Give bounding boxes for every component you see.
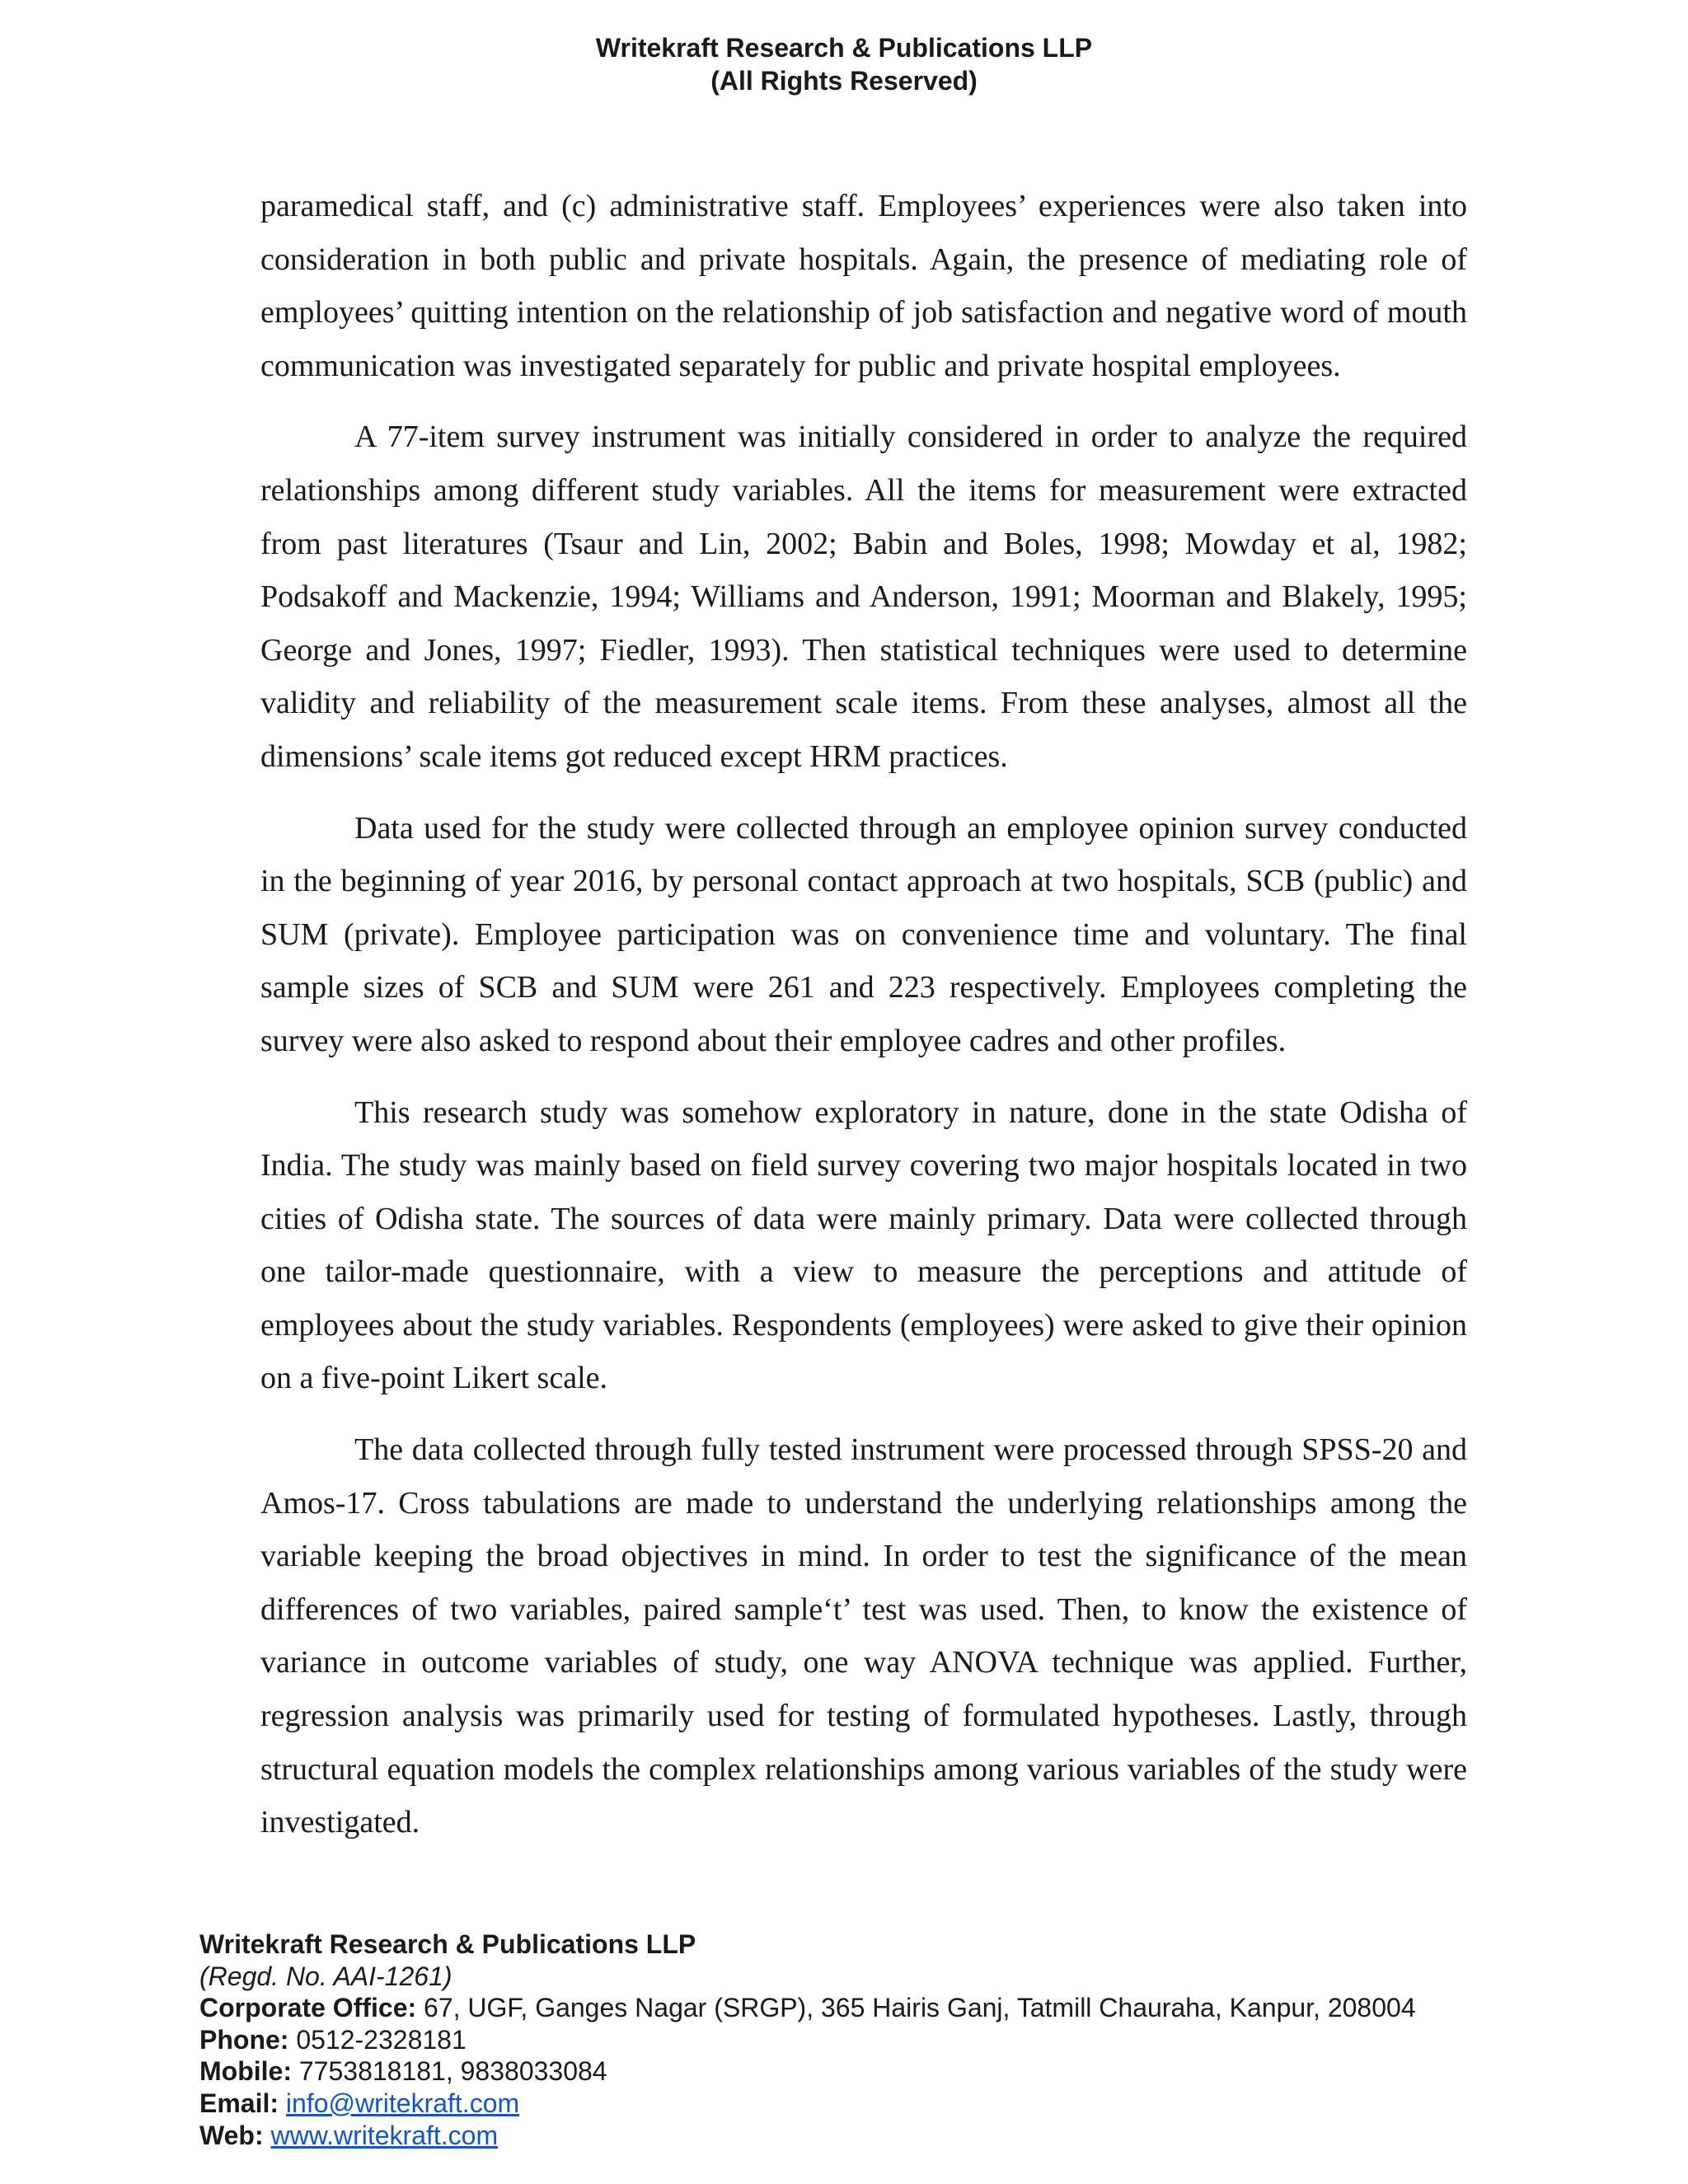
web-label: Web: <box>199 2120 264 2150</box>
footer-corporate-office <box>199 1992 1667 2024</box>
body-paragraph: A 77-item survey instrument was initially considered in order to analyze the required relationships among different study variables. All the items for measurement were extracted from past literatures (Tsaur and Lin, 2002; Babin and Boles, 1998; Mowday et al, 1982; Podsakoff and Mackenzie, 1994; Williams and Anderson, 1991; Moorman and Blakely, 1995; George and Jones, 1997; Fiedler, 1993). Then statistical techniques were used to determine validity and reliability of the measurement scale items. From these analyses, almost all the dimensions’ scale items got reduced except HRM practices. <box>260 419 1467 774</box>
footer-email <box>199 2088 1667 2120</box>
footer-phone <box>199 2024 1667 2056</box>
website-link[interactable]: www.writekraft.com <box>270 2120 499 2150</box>
corporate-office-address: 67, UGF, Ganges Nagar (SRGP), 365 Hairis Ganj, Tatmill Chauraha, Kanpur, 208004 <box>416 1993 1416 2023</box>
corporate-office-label: Corporate Office: <box>199 1993 417 2023</box>
phone-label: Phone: <box>199 2024 289 2055</box>
header-rights-notice: (All Rights Reserved) <box>710 66 978 96</box>
page-header <box>0 31 1688 97</box>
footer-company-name: Writekraft Research & Publications LLP <box>199 1929 696 1959</box>
email-link[interactable]: info@writekraft.com <box>285 2088 520 2118</box>
body-paragraph: The data collected through fully tested instrument were processed through SPSS-20 and Amos-17. Cross tabulations are made to understand the underlying relationships among the variable keeping the broad objectives in mind. In order to test the significance of the mean differences of two variables, paired sample‘t’ test was used. Then, to know the existence of variance in outcome variables of study, one way ANOVA technique was applied. Further, regression analysis was primarily used for testing of formulated hypotheses. Lastly, through structural equation models the complex relationships among various variables of the study were investigated. <box>260 1432 1467 1840</box>
footer-mobile <box>199 2055 1667 2088</box>
mobile-numbers: 7753818181, 9838033084 <box>291 2056 607 2087</box>
footer-web <box>199 2120 1667 2152</box>
email-label: Email: <box>199 2088 279 2118</box>
footer-registration-number: (Regd. No. AAI-1261) <box>199 1961 452 1991</box>
body-paragraph: This research study was somehow exploratory in nature, done in the state Odisha of India. The study was mainly based on field survey covering two major hospitals located in two cities of Odisha state. The sources of data were mainly primary. Data were collected through one tailor-made questionnaire, with a view to measure the perceptions and attitude of employees about the study variables. Respondents (employees) were asked to give their opinion on a five-point Likert scale. <box>260 1094 1467 1396</box>
mobile-label: Mobile: <box>199 2056 292 2087</box>
document-body <box>260 180 1467 1868</box>
body-paragraph: paramedical staff, and (c) administrative staff. Employees’ experiences were also taken into consideration in both public and private hospitals. Again, the presence of mediating role of employees’ quitting intention on the relationship of job satisfaction and negative word of mouth communication was investigated separately for public and private hospital employees. <box>260 189 1467 383</box>
page-footer <box>199 1929 1667 2151</box>
phone-number: 0512-2328181 <box>288 2024 467 2055</box>
header-company-name: Writekraft Research & Publications LLP <box>595 33 1093 63</box>
body-paragraph: Data used for the study were collected through an employee opinion survey conducted in the beginning of year 2016, by personal contact approach at two hospitals, SCB (public) and SUM (private). Employee participation was on convenience time and voluntary. The final sample sizes of SCB and SUM were 261 and 223 respectively. Employees completing the survey were also asked to respond about their employee cadres and other profiles. <box>260 810 1467 1058</box>
